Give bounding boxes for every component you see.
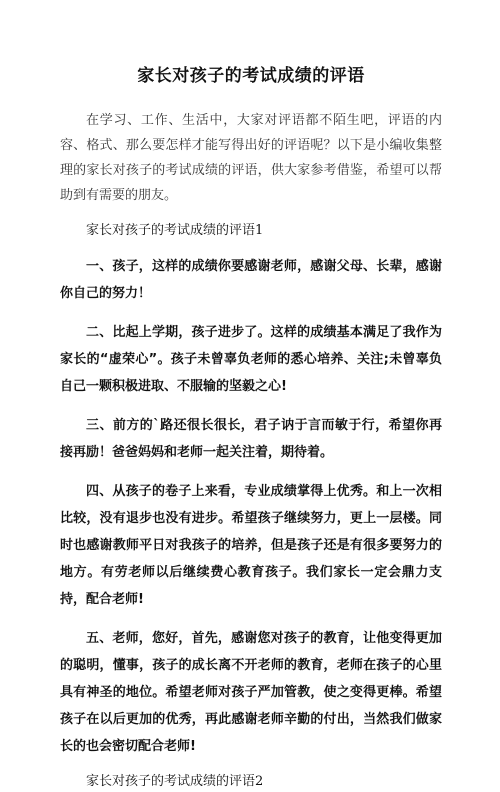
comment-paragraph-2: 二、比起上学期，孩子进步了。这样的成绩基本满足了我作为家长的“虚荣心”。孩子未曾辜负老师的悉心培养、关注;未曾辜负自己一颗积极进取、不服输的坚毅之心! bbox=[60, 325, 442, 394]
section-2-heading: 家长对孩子的考试成绩的评语2 bbox=[86, 774, 264, 789]
comment-paragraph-3: 三、前方的`路还很长很长，君子讷于言而敏于行，希望你再接再励！爸爸妈妈和老师一起关注着，期待着。 bbox=[60, 418, 442, 460]
comment-paragraph-5: 五、老师，您好，首先，感谢您对孩子的教育，让他变得更加的聪明，懂事，孩子的成长离不开老师的教育，老师在孩子的心里具有神圣的地位。希望老师对孩子严加管教，使之变得更棒。希望孩子在以后更加的优秀，再此感谢老师辛勤的付出，当然我们做家长的也会密切配合老师! bbox=[60, 631, 442, 754]
document-title: 家长对孩子的考试成绩的评语 bbox=[137, 66, 365, 86]
comment-paragraph-1: 一、孩子，这样的成绩你要感谢老师，感谢父母、长辈，感谢你自己的努力！ bbox=[60, 259, 442, 301]
comment-paragraph-4: 四、从孩子的卷子上来看，专业成绩掌得上优秀。和上一次相比较，没有退步也没有进步。希望孩子继续努力，更上一层楼。同时也感谢教师平日对我孩子的培养，但是孩子还是有很多要努力的地方。有劳老师以后继续费心教育孩子。我们家长一定会鼎力支持，配合老师! bbox=[60, 484, 442, 607]
intro-paragraph: 在学习、工作、生活中，大家对评语都不陌生吧，评语的内容、格式、那么要怎样才能写得出好的评语呢？以下是小编收集整理的家长对孩子的考试成绩的评语，供大家参考借鉴，希望可以帮助到有需要的朋友。 bbox=[60, 113, 442, 203]
section-1-heading: 家长对孩子的考试成绩的评语1 bbox=[86, 223, 264, 238]
